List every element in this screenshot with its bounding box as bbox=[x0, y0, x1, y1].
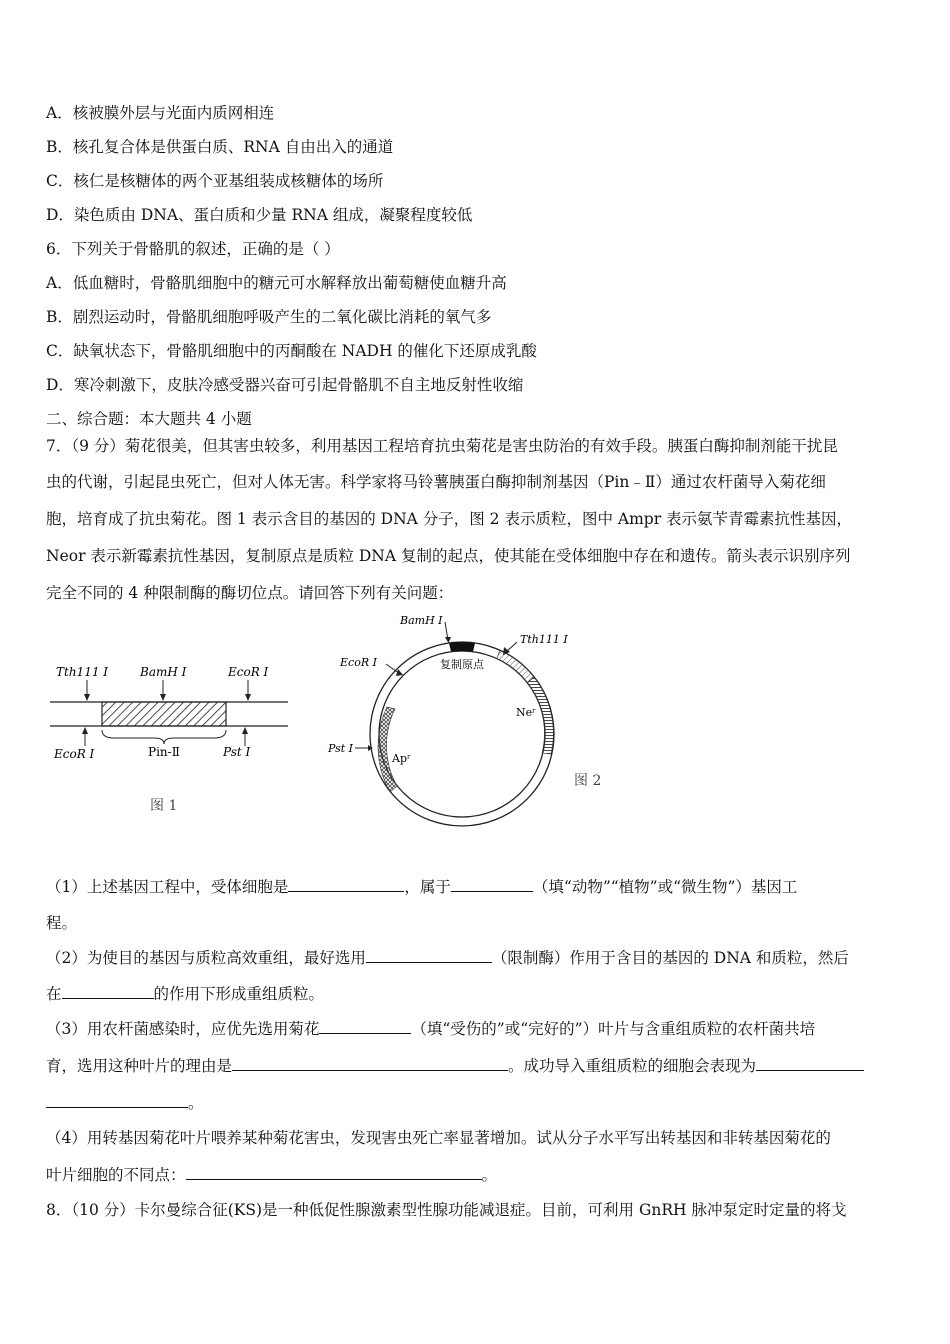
fig1-pst-label: Pst Ⅰ bbox=[223, 745, 251, 759]
answer-blank[interactable] bbox=[288, 877, 404, 892]
fig2-tth-label: Tth111 Ⅰ bbox=[520, 633, 568, 646]
q6-option-b: B．剧烈运动时，骨骼肌细胞呼吸产生的二氧化碳比消耗的氧气多 bbox=[46, 308, 492, 326]
fig2-eco-label: EcoR Ⅰ bbox=[340, 656, 377, 669]
q7-sub3-text-b: （填“受伤的”或“完好的”）叶片与含重组质粒的农杆菌共培 bbox=[411, 1020, 816, 1038]
fig1-eco-bottom-label: EcoR Ⅰ bbox=[54, 747, 95, 761]
q6-option-d: D．寒冷刺激下，皮肤冷感受器兴奋可引起骨骼肌不自主地反射性收缩 bbox=[46, 376, 524, 394]
q7-line-1: 7．（9 分）菊花很美，但其害虫较多，利用基因工程培育抗虫菊花是害虫防治的有效手段。胰蛋白酶抑制剂能干扰昆 bbox=[46, 437, 838, 455]
answer-blank[interactable] bbox=[186, 1165, 482, 1180]
q7-sub4-line-2 bbox=[46, 1165, 902, 1185]
answer-blank[interactable] bbox=[451, 877, 533, 892]
answer-blank[interactable] bbox=[232, 1056, 508, 1071]
fig1-caption: 图 1 bbox=[150, 798, 178, 814]
q7-sub1-text-a: （1）上述基因工程中，受体细胞是 bbox=[46, 878, 289, 896]
q7-sub1-line bbox=[46, 877, 902, 897]
fig2-caption: 图 2 bbox=[574, 773, 602, 789]
q7-line-3: 胞，培育成了抗虫菊花。图 1 表示含目的基因的 DNA 分子，图 2 表示质粒，图中 Ampr 表示氨苄青霉素抗性基因， bbox=[46, 510, 853, 528]
figure-1-dna-diagram bbox=[40, 650, 310, 830]
fig1-pin-label: Pin-Ⅱ bbox=[148, 745, 180, 759]
figure-2-plasmid-diagram bbox=[320, 612, 620, 847]
fig1-eco-top-label: EcoR Ⅰ bbox=[228, 665, 269, 679]
q7-sub3-line-3 bbox=[46, 1093, 902, 1113]
q7-sub4-line: （4）用转基因菊花叶片喂养某种菊花害虫，发现害虫死亡率显著增加。试从分子水平写出转基因和非转基因菊花的 bbox=[46, 1129, 831, 1147]
fig2-amp-label: Apʳ bbox=[392, 752, 411, 765]
q7-sub2-text-c: 在 bbox=[46, 985, 62, 1003]
answer-blank[interactable] bbox=[62, 984, 154, 999]
fig2-neo-label: Neʳ bbox=[516, 706, 536, 719]
q7-sub1-line-2: 程。 bbox=[46, 914, 78, 932]
q6-option-a: A．低血糖时，骨骼肌细胞中的糖元可水解释放出葡萄糖使血糖升高 bbox=[46, 274, 507, 292]
fig1-bam-label: BamH Ⅰ bbox=[140, 665, 187, 679]
q7-sub4-text-b: 叶片细胞的不同点： bbox=[46, 1166, 186, 1184]
q7-sub2-text-a: （2）为使目的基因与质粒高效重组，最好选用 bbox=[46, 949, 366, 967]
q5-option-b: B．核孔复合体是供蛋白质、RNA 自由出入的通道 bbox=[46, 138, 394, 156]
q7-sub3-line-2 bbox=[46, 1056, 902, 1076]
q7-sub1-text-b: ，属于 bbox=[404, 878, 451, 896]
fig2-pst-label: Pst Ⅰ bbox=[328, 742, 354, 755]
q6-stem: 6．下列关于骨骼肌的叙述，正确的是（ ） bbox=[46, 240, 340, 258]
q7-line-2: 虫的代谢，引起昆虫死亡，但对人体无害。科学家将马铃薯胰蛋白酶抑制剂基因（Pin﹣Ⅱ）通过农杆菌导入菊花细 bbox=[46, 473, 826, 491]
q7-sub1-text-c: （填“动物”“植物”或“微生物”）基因工 bbox=[532, 878, 798, 896]
q7-sub3-text-d: 。成功导入重组质粒的细胞会表现为 bbox=[508, 1057, 757, 1075]
section-heading: 二、综合题：本大题共 4 小题 bbox=[46, 410, 252, 428]
q7-sub3-line bbox=[46, 1019, 902, 1039]
q7-sub2-text-d: 的作用下形成重组质粒。 bbox=[153, 985, 325, 1003]
q5-option-d: D．染色质由 DNA、蛋白质和少量 RNA 组成，凝聚程度较低 bbox=[46, 206, 473, 224]
answer-blank[interactable] bbox=[319, 1019, 411, 1034]
q7-sub3-text-e: 。 bbox=[188, 1094, 204, 1112]
fig2-bam-label: BamH Ⅰ bbox=[400, 614, 443, 627]
q5-option-c: C．核仁是核糖体的两个亚基组装成核糖体的场所 bbox=[46, 172, 384, 190]
q7-sub2-text-b: （限制酶）作用于含目的基因的 DNA 和质粒，然后 bbox=[491, 949, 849, 967]
fig2-ori-label: 复制原点 bbox=[440, 658, 484, 671]
answer-blank[interactable] bbox=[366, 948, 492, 963]
q7-line-5: 完全不同的 4 种限制酶的酶切位点。请回答下列有关问题： bbox=[46, 584, 454, 602]
q7-sub4-text-c: 。 bbox=[481, 1166, 498, 1184]
answer-blank[interactable] bbox=[756, 1056, 864, 1071]
q7-sub2-line-2 bbox=[46, 984, 902, 1004]
q7-line-4: Neor 表示新霉素抗性基因，复制原点是质粒 DNA 复制的起点，使其能在受体细胞中存在和遗传。箭头表示识别序列 bbox=[46, 547, 851, 565]
fig1-tth-label: Tth111 Ⅰ bbox=[56, 665, 109, 679]
q5-option-a: A．核被膜外层与光面内质网相连 bbox=[46, 104, 275, 122]
answer-blank[interactable] bbox=[46, 1093, 188, 1108]
q8-line-1: 8．（10 分）卡尔曼综合征(KS)是一种低促性腺激素型性腺功能减退症。目前，可利用 GnRH 脉冲泵定时定量的将戈 bbox=[46, 1201, 847, 1219]
q6-option-c: C．缺氧状态下，骨骼肌细胞中的丙酮酸在 NADH 的催化下还原成乳酸 bbox=[46, 342, 537, 360]
q7-sub3-text-c: 育，选用这种叶片的理由是 bbox=[46, 1057, 233, 1075]
q7-sub3-text-a: （3）用农杆菌感染时，应优先选用菊花 bbox=[46, 1020, 320, 1038]
q7-sub2-line bbox=[46, 948, 902, 968]
